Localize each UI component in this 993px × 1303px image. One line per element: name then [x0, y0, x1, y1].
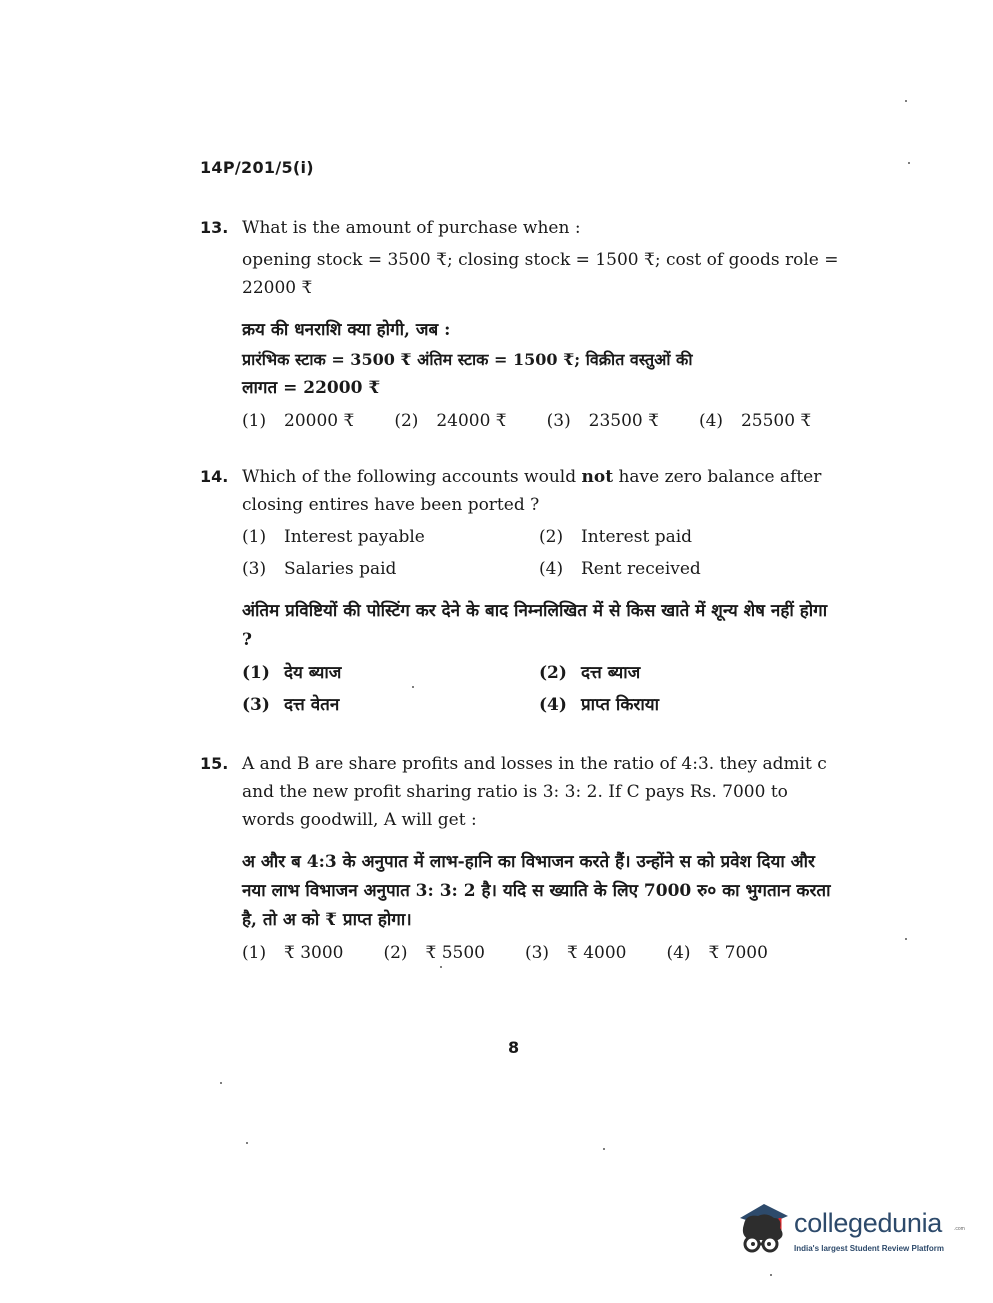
question-text-en: A and B are share profits and losses in the ratio of 4:3. they admit c and the new profit sharing ratio is 3: 3: 2. If C pays Rs. 7000 to words goodwill, A will get :: [242, 754, 827, 830]
option-4: (4) 25500 ₹: [698, 411, 812, 431]
option-1: (1) 20000 ₹: [242, 411, 355, 431]
options-row: [242, 407, 832, 435]
option-3: (3) ₹ 4000: [524, 943, 627, 963]
scan-speck: [246, 1142, 248, 1144]
scan-speck: [603, 1148, 605, 1150]
scan-speck: [908, 162, 910, 164]
scan-speck: [905, 938, 907, 940]
scan-speck: [412, 686, 414, 688]
scan-speck: [905, 100, 907, 102]
logo-suffix: .com: [954, 1226, 965, 1232]
question-text-en: What is the amount of purchase when :: [242, 218, 581, 238]
question-text-hi-block: [242, 316, 832, 403]
logo-tagline: India's largest Student Review Platform: [794, 1244, 944, 1253]
option-2: (2) Interest paid: [539, 527, 693, 547]
question-text-en: opening stock = 3500 ₹; closing stock = 1500 ₹; cost of goods role =: [242, 250, 839, 270]
options-grid-hi: [242, 659, 832, 719]
option-2: (2) 24000 ₹: [394, 411, 507, 431]
option-3: (3) 23500 ₹: [546, 411, 659, 431]
option-1: (1) देय ब्याज: [242, 663, 342, 683]
option-4: (4) Rent received: [539, 559, 701, 579]
scan-speck: [220, 1082, 222, 1084]
question-text-en: Which of the following accounts would not have zero balance after closing entires have been ported ?: [242, 467, 822, 515]
logo-wordmark: collegedunia: [794, 1208, 943, 1238]
question-text-hi: अ और ब 4:3 के अनुपात में लाभ-हानि का विभाजन करते हैं। उन्होंने स को प्रवेश दिया और नया लाभ विभाजन अनुपात 3: 3: 2 है। यदि स ख्याति के लिए 7000 रु० का भुगतान करता है, तो अ को ₹ प्राप्त होगा।: [242, 852, 831, 930]
question-15: [200, 750, 832, 967]
emphasis-not: not: [581, 467, 614, 487]
scan-speck: [770, 1274, 772, 1276]
question-number: 14.: [200, 467, 229, 486]
option-3: (3) Salaries paid: [242, 559, 397, 579]
option-1: (1) Interest payable: [242, 527, 425, 547]
scan-speck: [440, 966, 442, 968]
mascot-icon: [736, 1196, 794, 1260]
option-4: (4) ₹ 7000: [666, 943, 768, 963]
option-4: (4) प्राप्त किराया: [539, 695, 659, 715]
options-grid-en: [242, 523, 832, 583]
question-14: [200, 463, 832, 719]
question-text-hi: प्रारंभिक स्टाक = 3500 ₹ अंतिम स्टाक = 1500 ₹; विक्रीत वस्तुओं की: [242, 350, 693, 369]
option-3: (3) दत्त वेतन: [242, 695, 340, 715]
question-text-hi: अंतिम प्रविष्टियों की पोस्टिंग कर देने के बाद निम्नलिखित में से किस खाते में शून्य शेष नहीं होगा ?: [242, 601, 828, 650]
question-13: [200, 214, 839, 435]
option-1: (1) ₹ 3000: [242, 943, 344, 963]
question-text-en: 22000 ₹: [242, 278, 313, 298]
page-number: 8: [508, 1038, 520, 1057]
collegedunia-logo: [736, 1196, 966, 1260]
question-text-hi: लागत = 22000 ₹: [242, 378, 381, 398]
options-row: [242, 939, 832, 967]
option-2: (2) दत्त ब्याज: [539, 663, 641, 683]
question-text-hi: क्रय की धनराशि क्या होगी, जब :: [242, 320, 451, 340]
paper-code: 14P/201/5(i): [200, 158, 314, 177]
question-number: 15.: [200, 754, 229, 773]
option-2: (2) ₹ 5500: [383, 943, 485, 963]
question-number: 13.: [200, 218, 229, 237]
